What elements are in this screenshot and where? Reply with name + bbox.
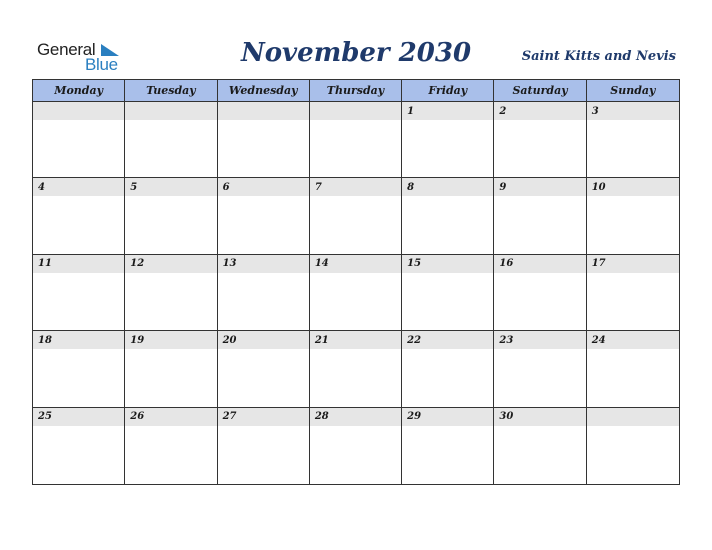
day-number: 5 (125, 178, 216, 196)
day-cell (402, 102, 494, 178)
day-number: 3 (587, 102, 679, 120)
day-number: 23 (494, 331, 585, 349)
day-cell (587, 255, 679, 331)
day-number (587, 408, 679, 426)
calendar-title: November 2030 (240, 38, 472, 68)
day-cell (310, 178, 402, 254)
weekday-header-wednesday: Wednesday (218, 80, 310, 102)
day-number (310, 102, 401, 120)
day-cell (587, 178, 679, 254)
weekday-header-saturday: Saturday (494, 80, 586, 102)
day-cell (494, 255, 586, 331)
day-cell (494, 408, 586, 484)
day-number: 30 (494, 408, 585, 426)
day-cell (402, 255, 494, 331)
day-number: 21 (310, 331, 401, 349)
day-cell (125, 331, 217, 407)
day-number: 9 (494, 178, 585, 196)
weekday-header-friday: Friday (402, 80, 494, 102)
day-number: 2 (494, 102, 585, 120)
day-cell (402, 331, 494, 407)
day-cell (494, 331, 586, 407)
day-number: 15 (402, 255, 493, 273)
day-number (125, 102, 216, 120)
day-cell (33, 102, 125, 178)
weekday-header-thursday: Thursday (310, 80, 402, 102)
day-cell (310, 331, 402, 407)
day-number: 27 (218, 408, 309, 426)
day-number: 10 (587, 178, 679, 196)
day-cell (33, 178, 125, 254)
day-cell (125, 102, 217, 178)
day-cell (587, 408, 679, 484)
day-number: 16 (494, 255, 585, 273)
weekday-header-tuesday: Tuesday (125, 80, 217, 102)
day-cell (310, 255, 402, 331)
day-number: 17 (587, 255, 679, 273)
day-cell (125, 255, 217, 331)
generalblue-logo (37, 40, 127, 74)
day-number: 8 (402, 178, 493, 196)
day-number: 13 (218, 255, 309, 273)
day-number: 11 (33, 255, 124, 273)
day-cell (125, 178, 217, 254)
day-number: 1 (402, 102, 493, 120)
day-cell (218, 331, 310, 407)
calendar-grid (32, 79, 680, 485)
day-number: 26 (125, 408, 216, 426)
day-number: 20 (218, 331, 309, 349)
day-number: 24 (587, 331, 679, 349)
day-cell (402, 178, 494, 254)
day-cell (33, 331, 125, 407)
day-cell (125, 408, 217, 484)
day-cell (218, 102, 310, 178)
day-cell (310, 102, 402, 178)
logo-word-general: General (37, 40, 96, 59)
day-cell (33, 255, 125, 331)
day-cell (33, 408, 125, 484)
day-number: 6 (218, 178, 309, 196)
day-number (33, 102, 124, 120)
day-number: 7 (310, 178, 401, 196)
day-number: 4 (33, 178, 124, 196)
day-cell (218, 255, 310, 331)
day-cell (587, 331, 679, 407)
day-number: 19 (125, 331, 216, 349)
day-number: 14 (310, 255, 401, 273)
day-cell (402, 408, 494, 484)
logo-word-blue: Blue (85, 55, 118, 74)
day-cell (494, 102, 586, 178)
weekday-header-sunday: Sunday (587, 80, 679, 102)
day-cell (494, 178, 586, 254)
day-number: 28 (310, 408, 401, 426)
day-number: 18 (33, 331, 124, 349)
day-number: 22 (402, 331, 493, 349)
calendar-region: Saint Kitts and Nevis (521, 49, 676, 64)
day-cell (587, 102, 679, 178)
day-number (218, 102, 309, 120)
day-cell (310, 408, 402, 484)
day-number: 29 (402, 408, 493, 426)
day-number: 12 (125, 255, 216, 273)
day-cell (218, 408, 310, 484)
weekday-header-monday: Monday (33, 80, 125, 102)
day-cell (218, 178, 310, 254)
day-number: 25 (33, 408, 124, 426)
